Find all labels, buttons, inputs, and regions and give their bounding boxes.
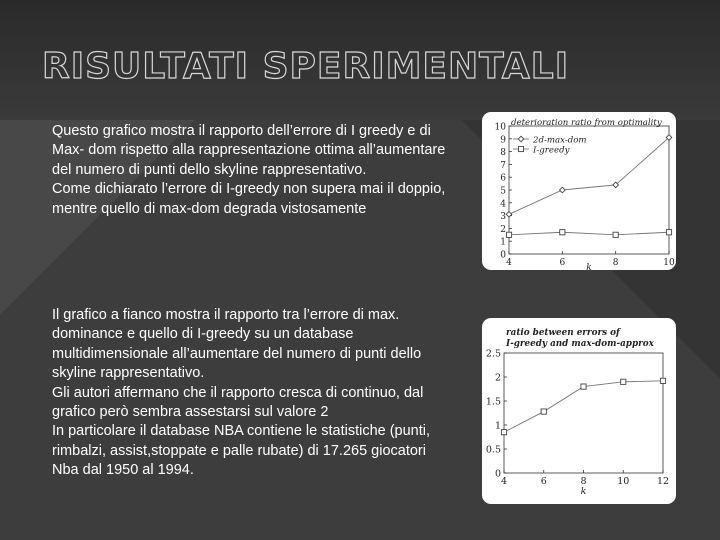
y-tick-label: 2.5 — [485, 348, 501, 360]
data-point — [613, 232, 618, 237]
legend-marker — [518, 146, 523, 151]
y-tick-label: 0 — [494, 468, 501, 480]
data-point — [621, 379, 626, 384]
y-tick-label: 7 — [500, 160, 506, 171]
data-point — [560, 187, 566, 193]
data-point — [541, 409, 546, 414]
y-tick-label: 1.5 — [485, 396, 501, 408]
y-tick-label: 8 — [500, 148, 506, 159]
x-tick-label: 4 — [500, 476, 508, 487]
x-tick-label: 4 — [506, 258, 512, 268]
chart1-svg — [482, 112, 676, 270]
x-axis-label: k — [586, 263, 592, 270]
y-tick-label: 1 — [494, 420, 501, 432]
data-point — [581, 384, 586, 389]
data-point — [660, 378, 665, 383]
chart-title-line: ratio between errors of — [506, 328, 620, 338]
series-line-2 — [509, 232, 669, 235]
legend-marker — [518, 136, 524, 142]
slide-title: RISULTATI SPERIMENTALI — [42, 46, 570, 87]
y-tick-label: 5 — [500, 186, 506, 197]
x-axis-label: k — [580, 486, 587, 497]
x-tick-label: 6 — [540, 476, 547, 487]
data-point — [506, 232, 511, 237]
y-tick-label: 2 — [500, 224, 506, 235]
data-point — [506, 212, 512, 218]
paragraph-chart1-description: Questo grafico mostra il rapporto dell’errore di I greedy e di Max- dom rispetto alla rappresentazione ottima all’aumentare del numero di punti dello skyline rappresentativo. Come dichiarato l’errore di I-greedy non supera mai il doppio, mentre quello di max-dom degrada vistosamente — [52, 123, 446, 217]
x-tick-label: 6 — [559, 258, 566, 268]
paragraph-chart2-description: Il grafico a fianco mostra il rapporto tra l’errore di max. dominance e quello di I-greedy su un database multidimensionale all’aumentare del numero di punti dello skyline rappresentativo. Gli autori affermano che il rapporto cresca di continuo, dal grafico però sembra assestarsi sul valore 2 In particolare il database NBA contiene le statistiche (punti, rimbalzi, assist,stoppate e palle rubate) di 17.265 giocatori Nba dal 1950 al 1994. — [52, 307, 431, 479]
chart-deterioration-ratio — [482, 112, 676, 270]
plot-frame — [504, 353, 663, 473]
x-tick-label: 10 — [617, 476, 630, 487]
chart-title: deterioration ratio from optimality — [511, 118, 662, 128]
legend-label: 2d-max-dom — [533, 135, 587, 146]
y-tick-label: 9 — [500, 135, 506, 146]
y-tick-label: 3 — [500, 212, 506, 223]
y-tick-label: 10 — [494, 122, 506, 133]
y-tick-label: 2 — [494, 372, 501, 384]
y-tick-label: 6 — [500, 173, 506, 184]
x-tick-label: 10 — [663, 258, 675, 268]
y-tick-label: 1 — [500, 237, 506, 248]
chart-error-ratio — [482, 318, 676, 504]
y-tick-label: 4 — [500, 199, 506, 210]
x-tick-label: 8 — [580, 476, 587, 487]
data-point — [501, 430, 506, 435]
x-tick-label: 8 — [612, 258, 619, 268]
chart2-svg — [482, 318, 676, 504]
chart-title-line: I-greedy and max-dom-approx — [506, 339, 654, 349]
y-tick-label: 0.5 — [485, 444, 501, 456]
data-point — [560, 230, 565, 235]
data-point — [666, 230, 671, 235]
y-tick-label: 0 — [500, 250, 506, 261]
x-tick-label: 12 — [656, 476, 670, 487]
legend-label: I-greedy — [533, 145, 570, 156]
